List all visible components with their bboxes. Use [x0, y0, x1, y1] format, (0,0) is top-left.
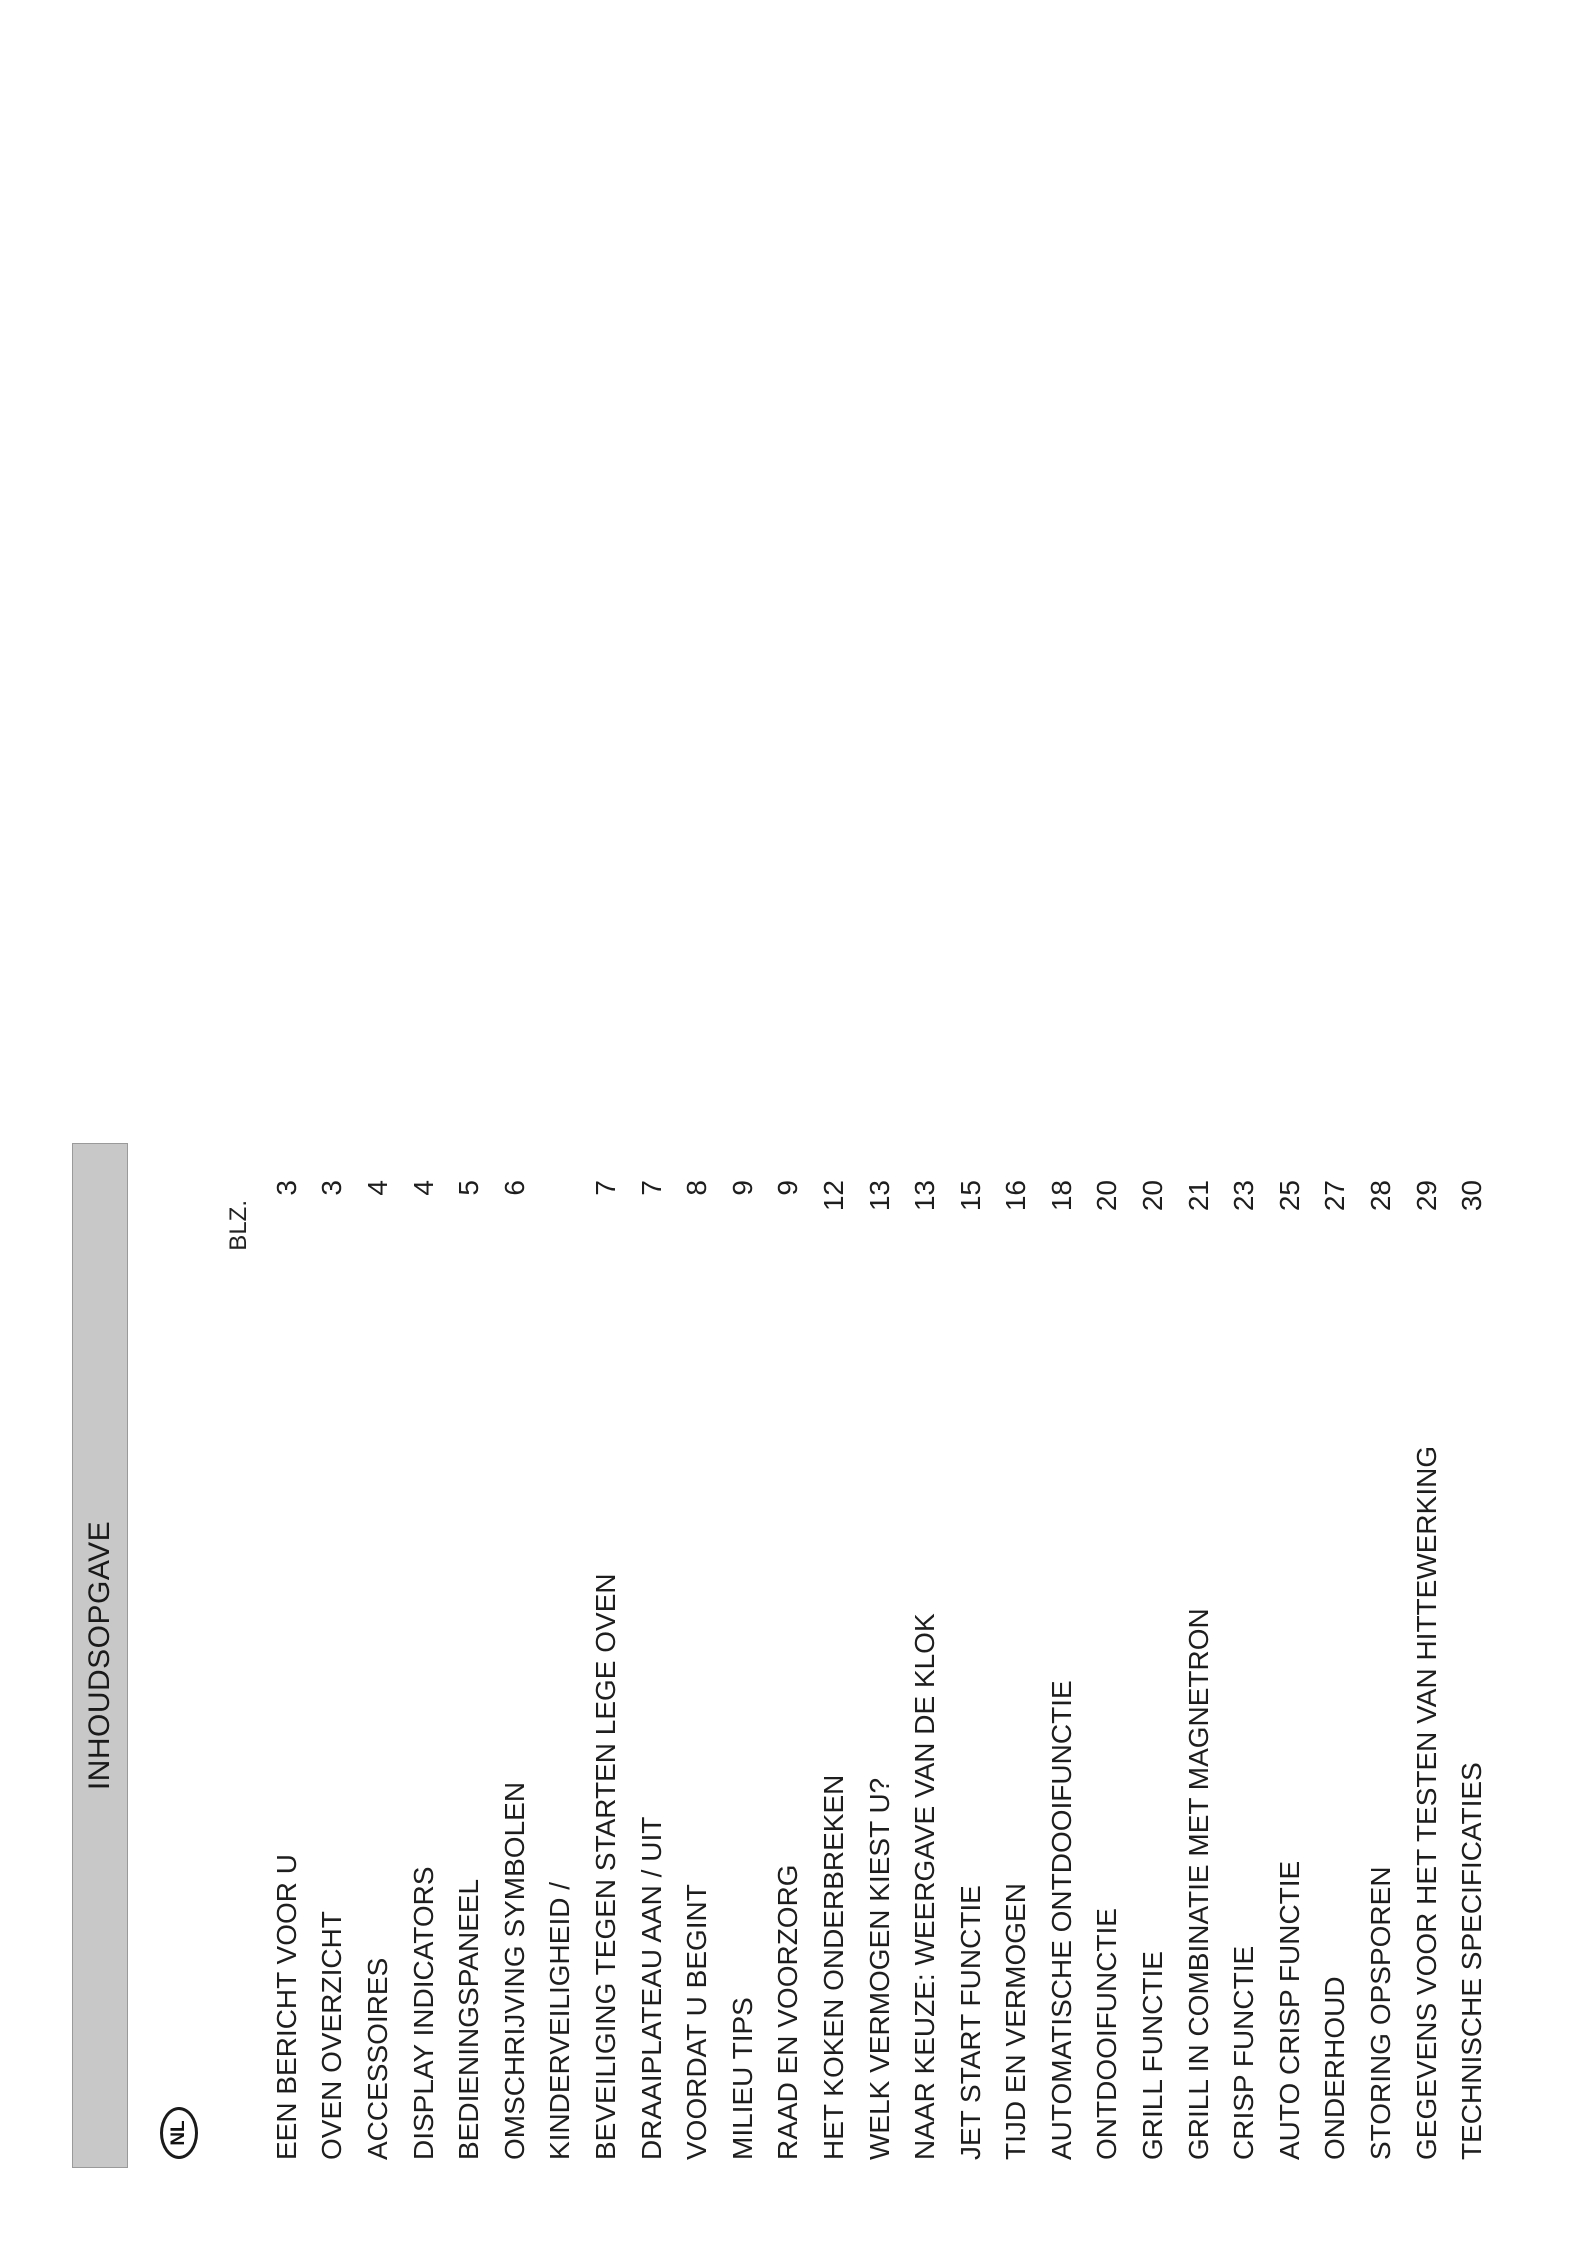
- toc-entry-title: HET KOKEN ONDERBREKEN: [817, 1774, 849, 2160]
- toc-entry-title: GRILL FUNCTIE: [1137, 1951, 1169, 2160]
- toc-entry-title: TIJD EN VERMOGEN: [1000, 1883, 1032, 2160]
- toc-entry-page: 20: [1091, 1180, 1123, 1212]
- toc-entry-title: JET START FUNCTIE: [954, 1885, 986, 2160]
- toc-entry-page: 3: [270, 1180, 302, 1196]
- toc-entry-page: 9: [772, 1180, 804, 1196]
- toc-entry: [948, 1180, 994, 2160]
- toc-entry-page: 21: [1182, 1180, 1214, 1212]
- toc-entry-title: DISPLAY INDICATORS: [407, 1866, 439, 2160]
- toc-entry: [994, 1180, 1040, 2160]
- toc-entry: [902, 1180, 948, 2160]
- toc-entry: [1130, 1180, 1176, 2160]
- toc-entry-title: GRILL IN COMBINATIE MET MAGNETRON: [1182, 1608, 1214, 2160]
- toc-entry: [492, 1180, 538, 2160]
- toc-entry: [1449, 1180, 1495, 2160]
- toc-entry-title: VOORDAT U BEGINT: [681, 1884, 713, 2160]
- language-badge: NL: [160, 2107, 198, 2159]
- toc-entry-title: GEGEVENS VOOR HET TESTEN VAN HITTEWERKING: [1410, 1445, 1442, 2160]
- toc-entry: [674, 1180, 720, 2160]
- page-column-header: BLZ.: [225, 1200, 252, 1251]
- toc-entry-title: ONTDOOIFUNCTIE: [1091, 1908, 1123, 2160]
- toc-entry-page: 5: [453, 1180, 485, 1196]
- toc-entry-title: EEN BERICHT VOOR U: [270, 1854, 302, 2160]
- toc-entry: [1313, 1180, 1359, 2160]
- toc-entry-page: 6: [498, 1180, 530, 1196]
- toc-entry-page: 4: [407, 1180, 439, 1196]
- toc-entry-page: 20: [1137, 1180, 1169, 1212]
- toc-entry: [446, 1180, 492, 2160]
- toc-entry: [629, 1180, 675, 2160]
- toc-entry: [401, 1180, 447, 2160]
- toc-entry-page: 7: [589, 1180, 621, 1196]
- toc-entry-page: 13: [863, 1180, 895, 1212]
- toc-entry: [355, 1180, 401, 2160]
- toc-entry: [720, 1180, 766, 2160]
- toc-entry-page: 30: [1456, 1180, 1488, 1212]
- toc-entry: [310, 1180, 356, 2160]
- toc-entry: [766, 1180, 812, 2160]
- toc-entry-title: TECHNISCHE SPECIFICATIES: [1456, 1762, 1488, 2160]
- toc-entry-page: 15: [954, 1180, 986, 1212]
- toc-entry-title: OMSCHRIJVING SYMBOLEN: [498, 1781, 530, 2160]
- toc-entry-page: 7: [635, 1180, 667, 1196]
- toc-entry-page: 18: [1045, 1180, 1077, 1212]
- toc-entry: [811, 1180, 857, 2160]
- toc-entry-page: 27: [1319, 1180, 1351, 1212]
- toc-entry-page: 9: [726, 1180, 758, 1196]
- toc-entry-page: 3: [316, 1180, 348, 1196]
- toc-entry-title: RAAD EN VOORZORG: [772, 1864, 804, 2160]
- toc-entry-page: 28: [1365, 1180, 1397, 1212]
- toc-entry: [264, 1180, 310, 2160]
- toc-entry-title: WELK VERMOGEN KIEST U?: [863, 1777, 895, 2160]
- toc-entry-title: ACCESSOIRES: [361, 1957, 393, 2160]
- toc-entry-title: MILIEU TIPS: [726, 1997, 758, 2160]
- page-title: INHOUDSOPGAVE: [72, 1143, 128, 2168]
- toc-entry-page: 8: [681, 1180, 713, 1196]
- toc-entry: [1267, 1180, 1313, 2160]
- toc-entry: [857, 1180, 903, 2160]
- toc-entry-title: DRAAIPLATEAU AAN / UIT: [635, 1816, 667, 2160]
- toc-entry-page: 4: [361, 1180, 393, 1196]
- toc-entry: [1039, 1180, 1085, 2160]
- toc-entry-title: AUTO CRISP FUNCTIE: [1273, 1860, 1305, 2160]
- toc-entry-page: 16: [1000, 1180, 1032, 1212]
- toc-entry: [583, 1180, 629, 2160]
- toc-entry-page: 12: [817, 1180, 849, 1212]
- toc-entry-title: OVEN OVERZICHT: [316, 1911, 348, 2160]
- toc-entry: [538, 1180, 584, 2160]
- toc-entry-page: 23: [1228, 1180, 1260, 1212]
- table-of-contents: [264, 1180, 1495, 2160]
- toc-entry-title: ONDERHOUD: [1319, 1976, 1351, 2160]
- toc-entry-title: STORING OPSPOREN: [1365, 1866, 1397, 2160]
- toc-entry-title: BEVEILIGING TEGEN STARTEN LEGE OVEN: [589, 1573, 621, 2160]
- toc-entry-title: NAAR KEUZE: WEERGAVE VAN DE KLOK: [909, 1613, 941, 2160]
- toc-entry: [1358, 1180, 1404, 2160]
- toc-entry-title: KINDERVEILIGHEID /: [544, 1881, 576, 2160]
- toc-entry-title: AUTOMATISCHE ONTDOOIFUNCTIE: [1045, 1680, 1077, 2160]
- toc-entry: [1221, 1180, 1267, 2160]
- toc-entry-page: 25: [1273, 1180, 1305, 1212]
- toc-entry: [1176, 1180, 1222, 2160]
- toc-entry-page: 13: [909, 1180, 941, 1212]
- toc-entry: [1085, 1180, 1131, 2160]
- toc-entry-title: CRISP FUNCTIE: [1228, 1945, 1260, 2160]
- toc-entry-title: BEDIENINGSPANEEL: [453, 1878, 485, 2160]
- toc-entry: [1404, 1180, 1450, 2160]
- toc-entry-page: 29: [1410, 1180, 1442, 1212]
